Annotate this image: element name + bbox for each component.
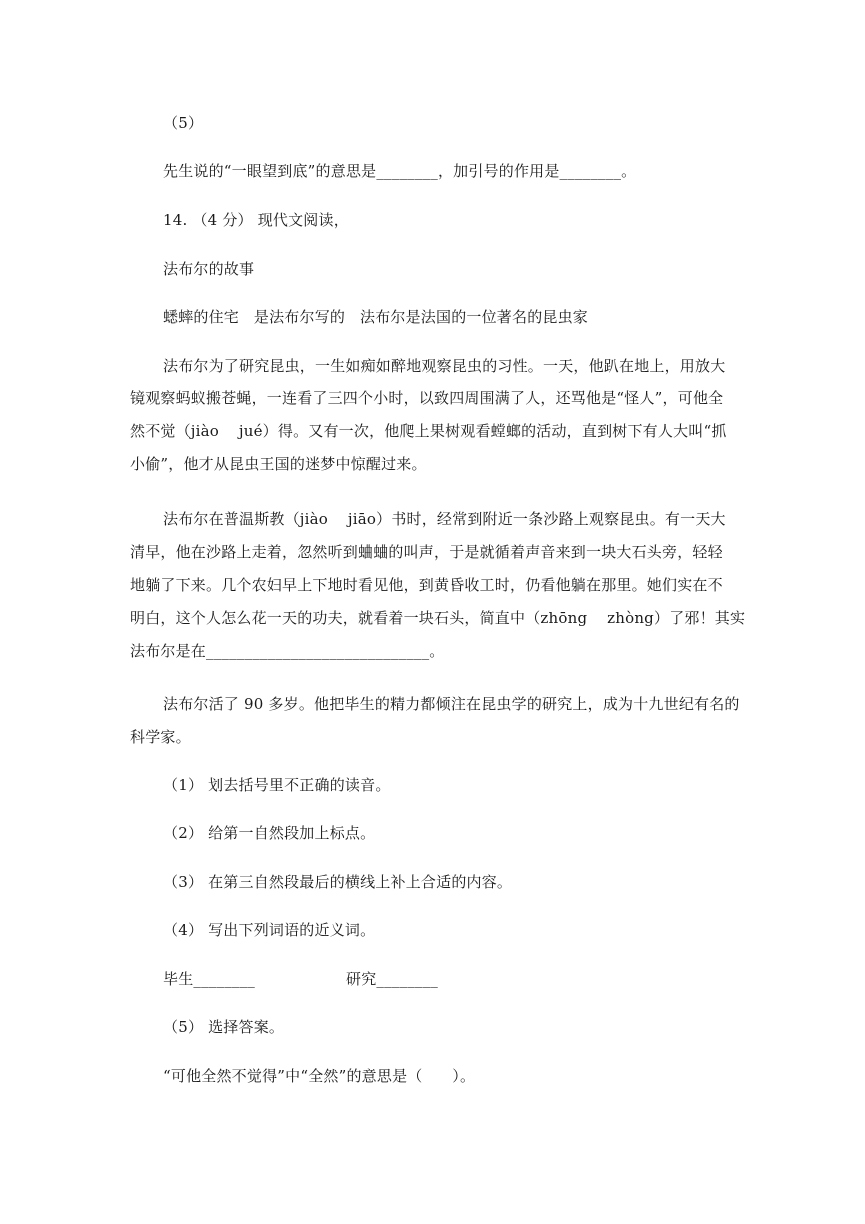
paragraph-2-line-2: 镜观察蚂蚁搬苍蝇，一连看了三四个小时，以致四周围满了人，还骂他是“怪人”，可他全 xyxy=(130,389,724,407)
task-4: （4） 写出下列词语的近义词。 xyxy=(163,921,376,939)
task-1: （1） 划去括号里不正确的读音。 xyxy=(163,776,391,794)
task-5: （5） 选择答案。 xyxy=(163,1018,285,1036)
q13-sub5-question: 先生说的“一眼望到底”的意思是________，加引号的作用是________。 xyxy=(163,162,637,180)
paragraph-4-line-1: 法布尔活了 90 多岁。他把毕生的精力都倾注在昆虫学的研究上，成为十九世纪有名的 xyxy=(163,695,740,713)
paragraph-3-line-4: 明白，这个人怎么花一天的功夫，就看着一块石头，简直中（zhōng zhòng）了邪！其实 xyxy=(130,609,746,627)
task-2: （2） 给第一自然段加上标点。 xyxy=(163,824,376,842)
paragraph-3-line-1: 法布尔在普温斯教（jiào jiāo）书时，经常到附近一条沙路上观察昆虫。有一天大 xyxy=(163,510,726,528)
paragraph-3-line-5: 法布尔是在_____________________________。 xyxy=(130,642,445,660)
q13-sub5-label: （5） xyxy=(163,114,204,132)
synonym-word-2: 研究________ xyxy=(346,970,439,988)
paragraph-3-line-3: 地躺了下来。几个农妇早上下地时看见他，到黄昏收工时，仍看他躺在那里。她们实在不 xyxy=(130,576,723,594)
q14-header: 14. （4 分） 现代文阅读， xyxy=(163,211,349,229)
synonym-word-1: 毕生________ xyxy=(163,970,256,988)
paragraph-2-line-4: 小偷”，他才从昆虫王国的迷梦中惊醒过来。 xyxy=(130,455,427,473)
paragraph-3-line-2: 清早，他在沙路上走着，忽然听到蛐蛐的叫声，于是就循着声音来到一块大石头旁，轻轻 xyxy=(130,543,723,561)
task-5-question: “可他全然不觉得”中“全然”的意思是（ ）。 xyxy=(163,1067,476,1085)
task-3: （3） 在第三自然段最后的横线上补上合适的内容。 xyxy=(163,873,513,891)
paragraph-4-line-2: 科学家。 xyxy=(130,728,191,746)
paragraph-2-line-3: 然不觉（jiào jué）得。又有一次，他爬上果树观看螳螂的活动，直到树下有人大叫“抓 xyxy=(130,422,727,440)
paragraph-2-line-1: 法布尔为了研究昆虫，一生如痴如醉地观察昆虫的习性。一天，他趴在地上，用放大 xyxy=(163,357,726,375)
passage-title: 法布尔的故事 xyxy=(163,260,255,278)
passage-source-line: 蟋蟀的住宅 是法布尔写的 法布尔是法国的一位著名的昆虫家 xyxy=(163,308,589,326)
